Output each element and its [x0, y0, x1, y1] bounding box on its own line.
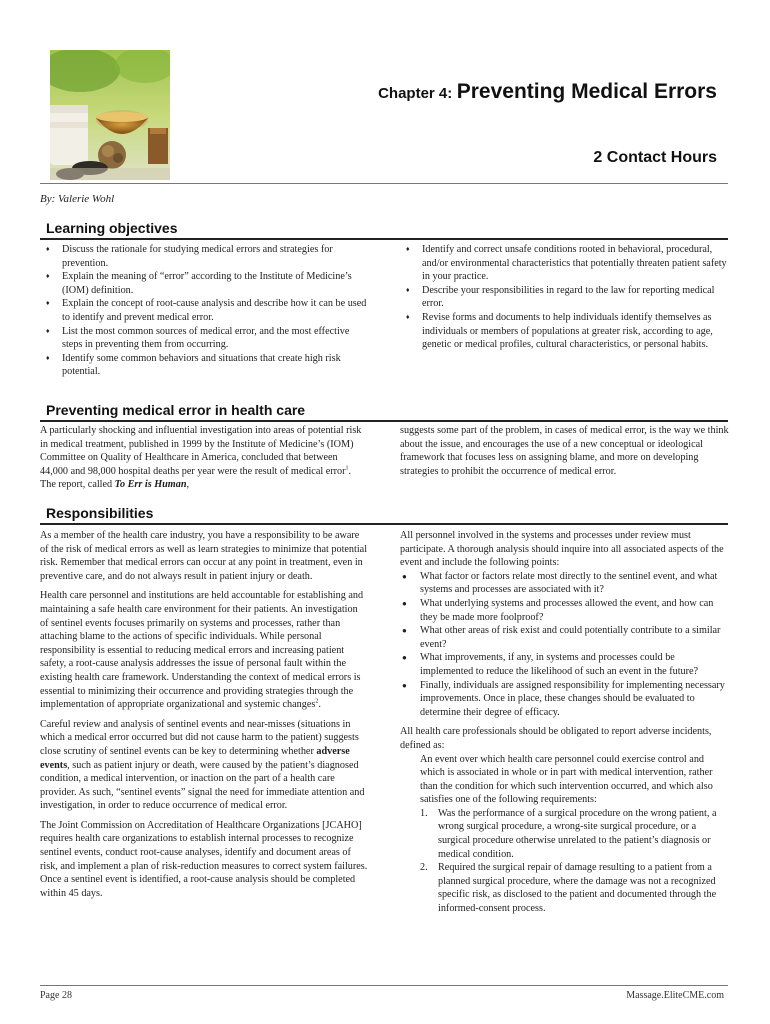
- reporting-paragraph: All health care professionals should be obligated to report adverse incidents, defined as:: [400, 726, 712, 751]
- paragraph-text: Careful review and analysis of sentinel events and near-misses (situations in which a medical error occurred but did not cause harm to the patient) suggests close scrutiny of sentinel events can be key to determining whether: [40, 718, 359, 757]
- responsibilities-heading: Responsibilities: [46, 505, 154, 521]
- preventing-paragraph: [40, 424, 368, 492]
- objective-item: ♦ Explain the concept of root-cause analysis and describe how it can be used to identify and prevent medical error.: [40, 297, 368, 324]
- footer-divider: [40, 985, 728, 986]
- preventing-text: . The report, called: [40, 465, 352, 491]
- responsibilities-paragraph: The Joint Commission on Accreditation of Healthcare Organizations [JCAHO] requires health care organizations to establish internal processes to recognize sentinel events, conduct root-cause analyses, identify and document areas of risk, and implement a plan of risk-reduction measures to correct system failures. Once a sentinel event is identified, a root-cause analysis should be completed within 45 days.: [40, 819, 368, 899]
- preventing-text: ,: [186, 479, 190, 491]
- chapter-prefix: Chapter 4:: [378, 85, 453, 102]
- section-rule: [40, 420, 728, 422]
- responsibilities-left-column: [40, 529, 368, 906]
- section-rule: [40, 238, 728, 240]
- adverse-incident-definition: An event over which health care personnel could exercise control and which is associated in whole or in part with medical intervention, rather than the condition for which such intervention occurred, and which also satisfies one of the following requirements:: [420, 753, 713, 806]
- analysis-point: ● What improvements, if any, in systems and processes could be implemented to reduce the likelihood of such an event in the future?: [400, 651, 730, 678]
- bold-term: adverse events: [40, 745, 350, 771]
- responsibilities-paragraph: As a member of the health care industry, you have a responsibility to be aware of the risk of medical errors as well as learn strategies to minimize that potential risk. Remember that medical errors can occur at any point in treatment, even in preventive care, and do not always result in patient injury or death.: [40, 530, 368, 582]
- author-byline: By: Valerie Wohl: [40, 193, 115, 205]
- analysis-point: ● What factor or factors relate most directly to the sentinel event, and what systems and processes are associated with it?: [400, 570, 730, 597]
- chapter-title: Preventing Medical Errors: [456, 80, 717, 103]
- preventing-paragraph-continued: suggests some part of the problem, in cases of medical error, is the way we think about the issue, and encourages the use of a new conceptual or ideological framework that focuses less on assigning blame, and more on developing strategies to prohibit the occurrence of medical error.: [400, 425, 729, 477]
- analysis-point: ● What underlying systems and processes allowed the event, and how can they be made more foolproof?: [400, 597, 730, 624]
- objective-item: ♦ Discuss the rationale for studying medical errors and strategies for prevention.: [40, 243, 368, 270]
- responsibilities-paragraph: [40, 589, 368, 711]
- objective-item: ♦ Describe your responsibilities in regard to the law for reporting medical error.: [400, 284, 730, 311]
- footnote-ref: 1: [345, 465, 349, 472]
- item-number: 1.: [420, 807, 428, 819]
- chapter-photo: [50, 50, 170, 180]
- requirement-item: [420, 861, 730, 915]
- requirement-item: [420, 807, 730, 861]
- objective-item: ♦ Identify some common behaviors and situations that create high risk potential.: [40, 352, 368, 379]
- analysis-point: ● Finally, individuals are assigned responsibility for implementing necessary improvements. Once in place, these changes should be evaluated to determine their degree of efficacy.: [400, 679, 730, 720]
- analysis-intro: All personnel involved in the systems and processes under review must participate. A thorough analysis should inquire into all associated aspects of the event and include the following points:: [400, 530, 724, 569]
- responsibilities-paragraph: [40, 718, 368, 813]
- objectives-list-left: [40, 243, 368, 379]
- objective-item: ♦ List the most common sources of medical error, and the most effective steps in preventing them from occurring.: [40, 325, 368, 352]
- spa-photo-image: [50, 50, 170, 180]
- preventing-left-column: [40, 424, 368, 492]
- responsibilities-right-column: [400, 529, 730, 916]
- preventing-heading: Preventing medical error in health care: [46, 402, 306, 418]
- footnote-ref: 2: [315, 698, 319, 705]
- page-number: Page 28: [40, 990, 72, 1001]
- item-text: Was the performance of a surgical procedure on the wrong patient, a wrong surgical procedure, a wrong-site surgical procedure, or a surgical procedure otherwise unrelated to the patient’s diagnosis or medical condition.: [438, 807, 717, 860]
- item-number: 2.: [420, 862, 428, 874]
- objective-item: ♦ Explain the meaning of “error” according to the Institute of Medicine’s (IOM) definition.: [40, 270, 368, 297]
- paragraph-text: .: [318, 699, 321, 711]
- footer-site: Massage.EliteCME.com: [626, 990, 724, 1001]
- paragraph-text: , such as patient injury or death, were caused by the patient’s diagnosed condition, a medical intervention, or inaction on the part of a health care provider. As such, “sentinel events” signal the need for immediate attention and investigation, in order to reduce occurrence of medical error.: [40, 759, 365, 812]
- paragraph-text: Health care personnel and institutions are held accountable for establishing and maintaining a safe health care environment for their patients. An investigation of sentinel events focuses primarily on systems and processes, rather than attaching blame to the actions of specific individuals. While personal responsibility is essential to reducing medical errors and increasing patient safety, a root-cause analysis addresses the issue of personal fault within the existing health care framework. Understanding the context of medical errors is essential to minimizing their occurrence and providing strategies through the implementation of appropriate organizational and systemic changes: [40, 590, 364, 711]
- header-divider: [40, 183, 728, 184]
- objectives-list-right: [400, 243, 730, 352]
- report-title: To Err is Human: [114, 479, 187, 491]
- preventing-right-column: [400, 424, 730, 478]
- analysis-point: ● What other areas of risk exist and could potentially contribute to a similar event?: [400, 624, 730, 651]
- section-rule: [40, 523, 728, 525]
- learning-objectives-heading: Learning objectives: [46, 220, 178, 236]
- contact-hours: 2 Contact Hours: [593, 149, 717, 166]
- chapter-heading: [378, 80, 717, 104]
- analysis-points-list: [400, 570, 730, 720]
- preventing-text: A particularly shocking and influential investigation into areas of potential risk in medical treatment, published in 1999 by the Institute of Medicine’s (IOM) Committee on Quality of Healthcare in America, concluded that between 44,000 and 98,000 hospital deaths per year were the result of medical error: [40, 425, 362, 477]
- objectives-right-column: [400, 243, 730, 352]
- objectives-left-column: [40, 243, 368, 379]
- objective-item: ♦ Revise forms and documents to help individuals identify themselves as individuals or members of populations at greater risk, according to age, genetic or medical profiles, cultural characteristics, or personal habits.: [400, 311, 730, 352]
- requirements-list: [400, 807, 730, 916]
- item-text: Required the surgical repair of damage resulting to a patient from a planned surgical procedure, where the damage was not a recognized specific risk, as disclosed to the patient and documented through the informed-consent process.: [438, 862, 717, 915]
- objective-item: ♦ Identify and correct unsafe conditions rooted in behavioral, procedural, and/or environmental characteristics that potentially threaten patient safety in your practice.: [400, 243, 730, 284]
